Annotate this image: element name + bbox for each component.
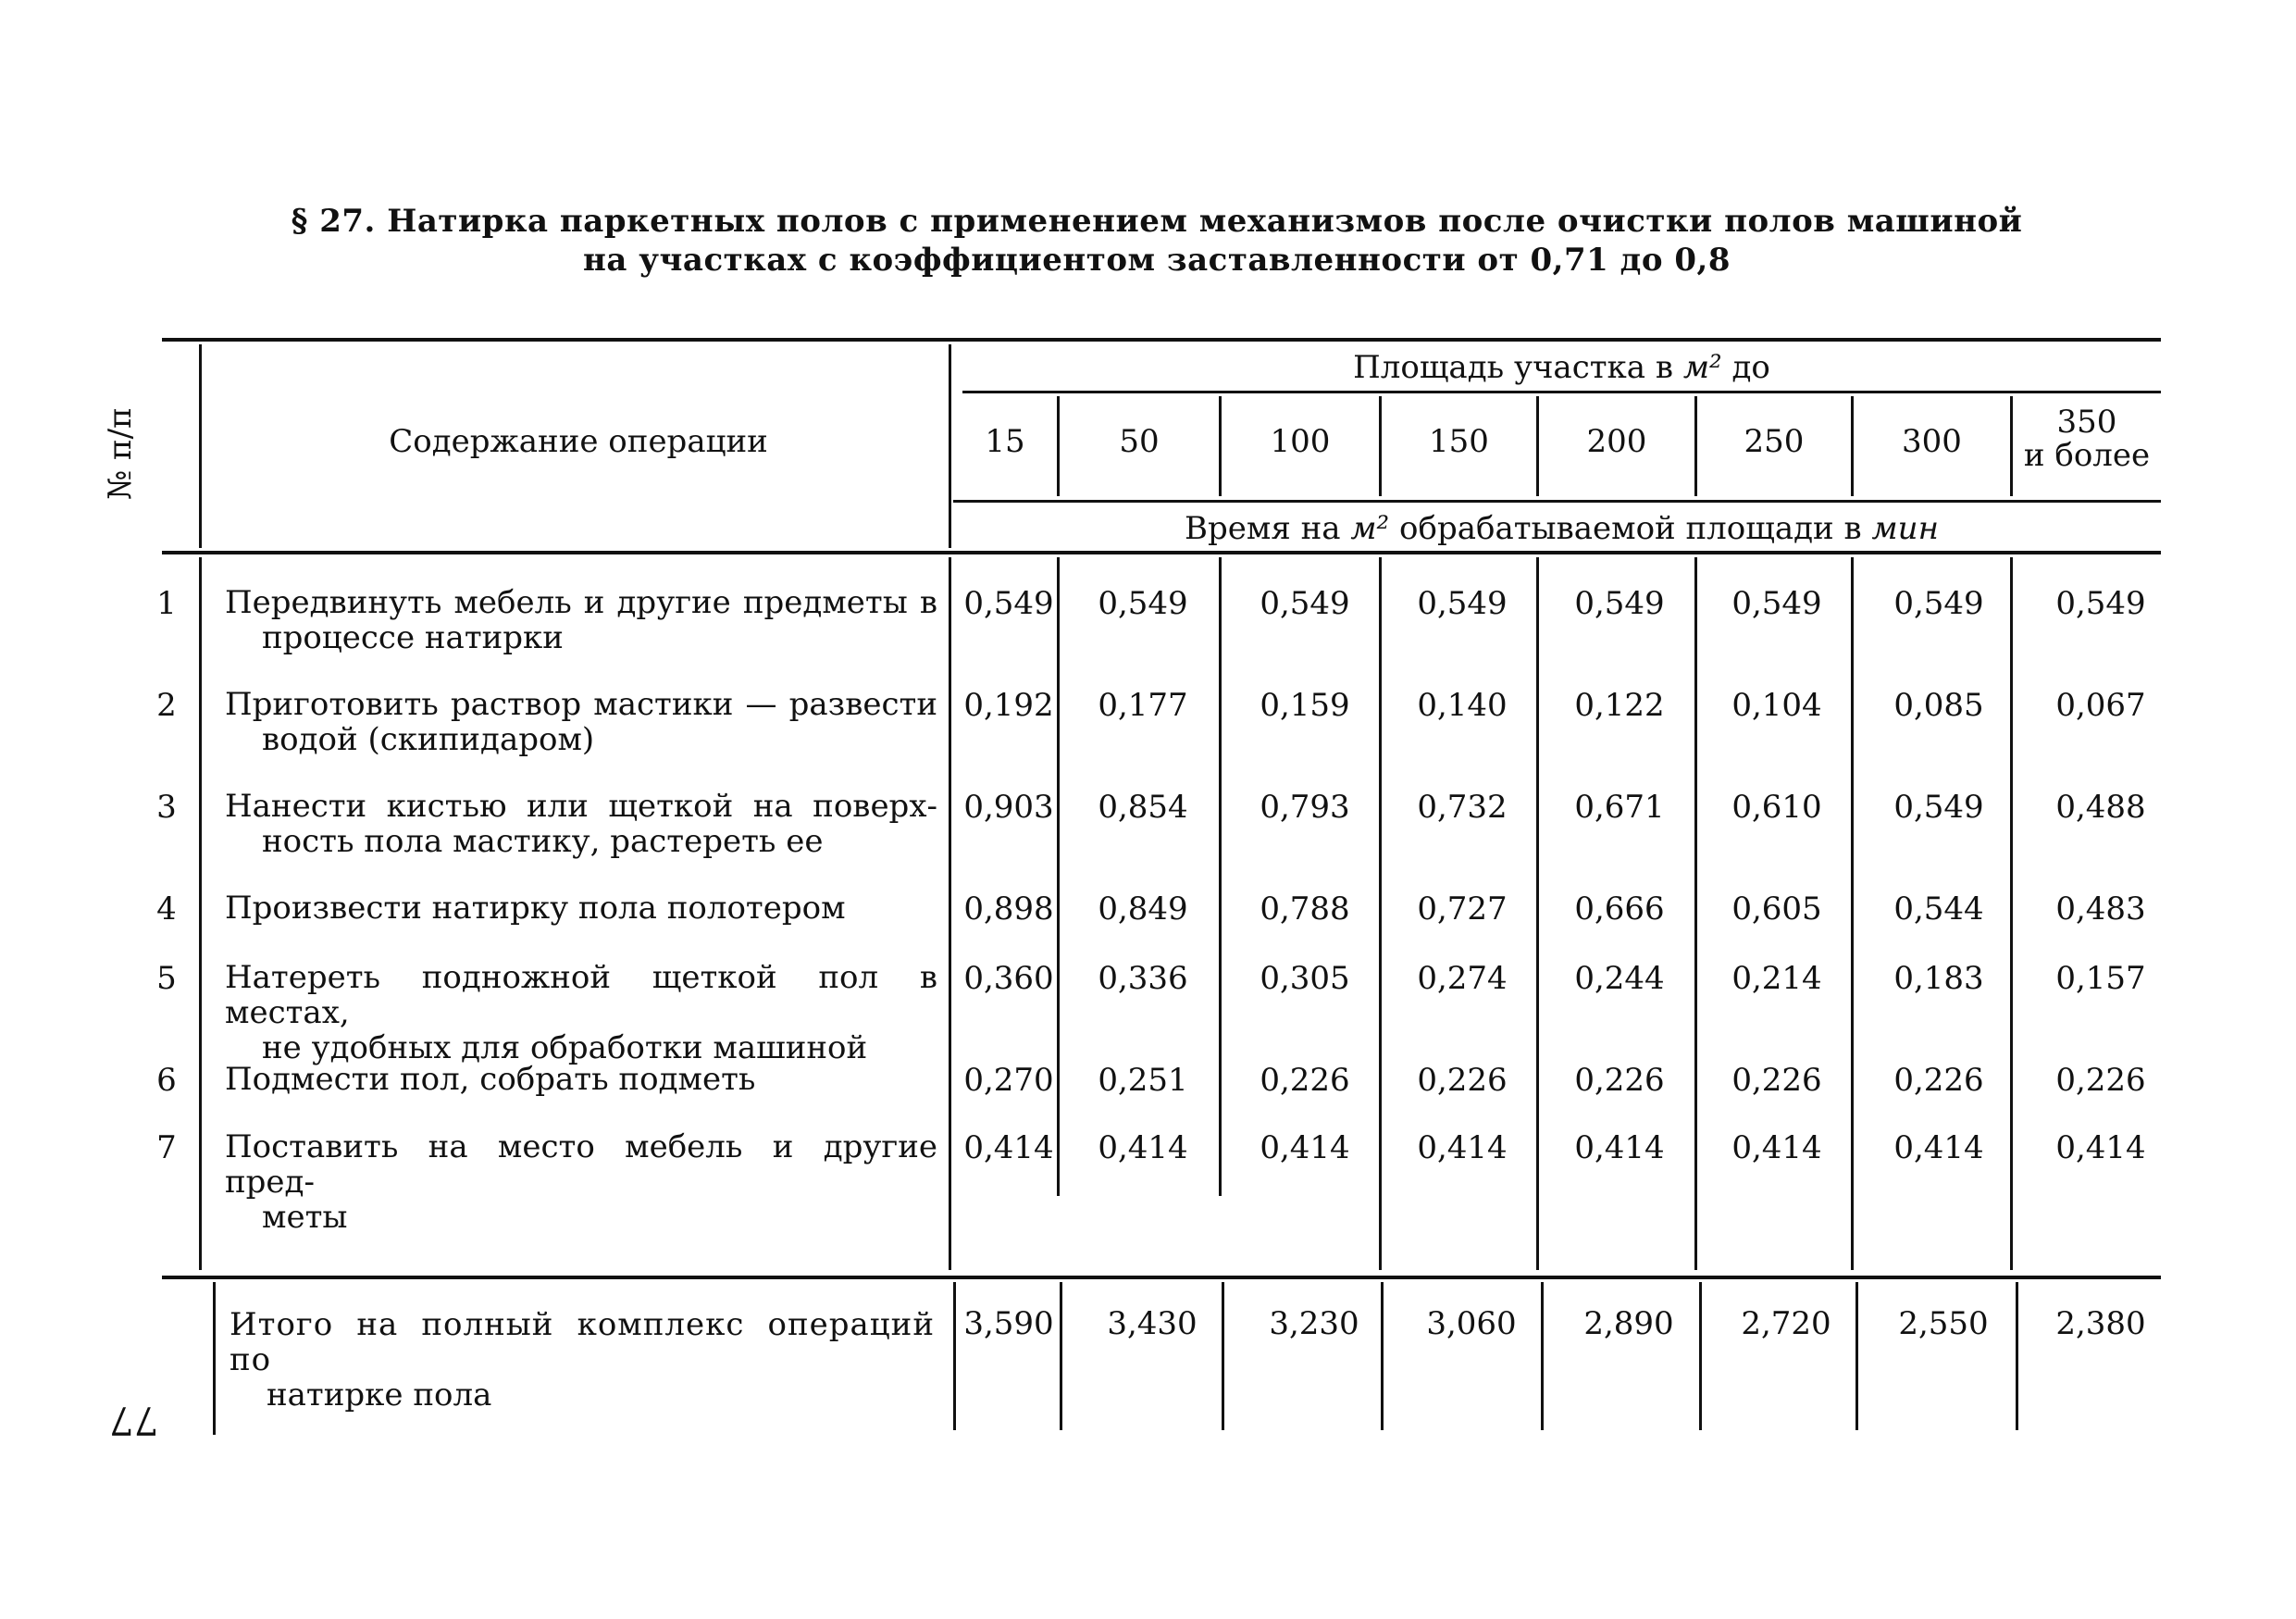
time-value: 0,192 (963, 687, 1054, 724)
row-number: 6 (156, 1062, 177, 1099)
time-value: 0,549 (2055, 585, 2146, 622)
time-value: 0,671 (1574, 789, 1665, 826)
row-number: 4 (156, 890, 177, 928)
time-value: 0,274 (1417, 960, 1508, 997)
time-value: 0,067 (2055, 687, 2146, 724)
operation-line1: Натереть подножной щеткой пол в местах, (225, 959, 937, 1031)
header-time-title (962, 511, 2161, 546)
time-unit: м² (1350, 510, 1390, 547)
time-value: 0,793 (1260, 789, 1350, 826)
body-divider-col (1536, 557, 1539, 1270)
operation-line2: меты (262, 1199, 348, 1236)
time-value: 0,122 (1574, 687, 1665, 724)
time-value: 0,549 (1260, 585, 1350, 622)
body-divider-col (1851, 557, 1854, 1270)
total-divider-col (1855, 1282, 1858, 1430)
time-value: 0,183 (1893, 960, 1984, 997)
body-divider-col (1379, 557, 1382, 1270)
header-area-150: 150 (1429, 423, 1489, 460)
time-value: 0,414 (1260, 1129, 1350, 1166)
operation-line1: Приготовить раствор мастики — развести (225, 686, 937, 723)
time-value: 0,610 (1731, 789, 1822, 826)
time-value: 0,544 (1893, 890, 1984, 928)
header-area-350-line2: и более (2023, 437, 2151, 474)
operation-text (225, 789, 937, 859)
body-divider-col (1694, 557, 1697, 1270)
time-value: 0,414 (1893, 1129, 1984, 1166)
header-area-200: 200 (1586, 423, 1647, 460)
header-col-operation (213, 424, 944, 459)
time-value: 0,226 (1731, 1062, 1822, 1099)
time-value: 0,159 (1260, 687, 1350, 724)
total-divider-col (1541, 1282, 1544, 1430)
page-number: 77 (109, 1398, 159, 1443)
operation-text (225, 687, 937, 757)
time-value: 0,414 (963, 1129, 1054, 1166)
header-area-250: 250 (1744, 423, 1805, 460)
header-area-50: 50 (1119, 423, 1160, 460)
operation-line2: процессе натирки (262, 619, 564, 656)
total-top-rule (162, 1276, 2161, 1279)
time-unit-min: мин (1871, 510, 1939, 547)
time-value: 0,214 (1731, 960, 1822, 997)
row-number: 7 (156, 1129, 177, 1166)
time-value: 0,414 (1731, 1129, 1822, 1166)
time-value: 0,140 (1417, 687, 1508, 724)
time-header-rule (953, 500, 2161, 503)
time-value: 0,244 (1574, 960, 1665, 997)
operation-line1: Поставить на место мебель и другие пред- (225, 1128, 937, 1201)
time-value: 0,157 (2055, 960, 2146, 997)
total-value: 3,430 (1107, 1305, 1198, 1342)
time-middle: обрабатываемой площади в (1399, 510, 1862, 547)
total-divider-col (1699, 1282, 1702, 1430)
time-value: 0,488 (2055, 789, 2146, 826)
body-divider-col (2010, 557, 2013, 1270)
time-value: 0,414 (2055, 1129, 2146, 1166)
time-value: 0,251 (1098, 1062, 1188, 1099)
time-value: 0,898 (963, 890, 1054, 928)
total-divider-num (213, 1282, 216, 1435)
row-number: 5 (156, 960, 177, 997)
body-divider-col (1057, 557, 1060, 1196)
total-divider-col (1222, 1282, 1224, 1430)
header-area-300: 300 (1902, 423, 1962, 460)
time-value: 0,177 (1098, 687, 1188, 724)
operation-line1: Нанести кистью или щеткой на поверх- (225, 788, 937, 825)
time-value: 0,226 (1260, 1062, 1350, 1099)
time-value: 0,414 (1574, 1129, 1665, 1166)
time-value: 0,104 (1731, 687, 1822, 724)
section-title (185, 202, 2128, 280)
header-col-operation-label: Содержание операции (389, 423, 768, 460)
header-area-15: 15 (985, 423, 1025, 460)
row-number: 2 (156, 687, 177, 724)
total-value: 2,720 (1741, 1305, 1831, 1342)
operation-line1: Произвести натирку пола полотером (225, 890, 846, 927)
time-value: 0,605 (1731, 890, 1822, 928)
time-value: 0,305 (1260, 960, 1350, 997)
header-area-100: 100 (1270, 423, 1331, 460)
operation-text (225, 890, 937, 926)
time-value: 0,849 (1098, 890, 1188, 928)
row-number: 3 (156, 789, 177, 826)
operation-line1: Подмести пол, собрать подметь (225, 1061, 756, 1098)
total-label-line2: натирке пола (267, 1376, 492, 1414)
time-value: 0,226 (2055, 1062, 2146, 1099)
title-line-1: § 27. Натирка паркетных полов с применением механизмов после очистки полов машиной (291, 203, 2023, 240)
time-value: 0,854 (1098, 789, 1188, 826)
time-value: 0,483 (2055, 890, 2146, 928)
time-value: 0,270 (963, 1062, 1054, 1099)
header-bottom-rule (162, 551, 2161, 554)
total-divider-op (953, 1282, 956, 1430)
time-value: 0,226 (1893, 1062, 1984, 1099)
time-value: 0,549 (1731, 585, 1822, 622)
total-value: 3,590 (963, 1305, 1054, 1342)
total-value: 2,380 (2055, 1305, 2146, 1342)
time-value: 0,226 (1574, 1062, 1665, 1099)
total-divider-col (1060, 1282, 1062, 1430)
time-value: 0,666 (1574, 890, 1665, 928)
time-value: 0,903 (963, 789, 1054, 826)
operation-line2: водой (скипидаром) (262, 721, 595, 758)
total-divider-col (1381, 1282, 1384, 1430)
time-value: 0,549 (1574, 585, 1665, 622)
time-value: 0,549 (1417, 585, 1508, 622)
total-label (230, 1307, 935, 1413)
time-value: 0,360 (963, 960, 1054, 997)
operation-line1: Передвинуть мебель и другие предметы в (225, 584, 937, 621)
time-value: 0,788 (1260, 890, 1350, 928)
time-value: 0,414 (1417, 1129, 1508, 1166)
table-top-rule (162, 338, 2161, 342)
operation-text (225, 1062, 937, 1097)
body-divider-num (199, 557, 202, 1270)
time-value: 0,549 (1893, 585, 1984, 622)
time-value: 0,732 (1417, 789, 1508, 826)
time-value: 0,549 (1893, 789, 1984, 826)
header-area-350-line1: 350 (2056, 404, 2117, 441)
time-prefix: Время на (1185, 510, 1341, 547)
row-number: 1 (156, 585, 177, 622)
operation-text (225, 960, 937, 1065)
area-header-rule (962, 391, 2161, 393)
operation-text (225, 1129, 937, 1235)
operation-text (225, 585, 937, 655)
time-value: 0,414 (1098, 1129, 1188, 1166)
total-divider-col (2016, 1282, 2018, 1430)
total-value: 3,060 (1426, 1305, 1517, 1342)
body-divider-col (1219, 557, 1222, 1196)
header-col-num: № п/п (102, 407, 139, 500)
time-value: 0,226 (1417, 1062, 1508, 1099)
operation-line2: ность пола мастику, растереть ее (262, 823, 824, 860)
header-area-title (962, 350, 2161, 385)
time-value: 0,085 (1893, 687, 1984, 724)
time-value: 0,549 (1098, 585, 1188, 622)
title-line-2: на участках с коэффициентом заставленности от 0,71 до 0,8 (583, 242, 1731, 279)
time-value: 0,336 (1098, 960, 1188, 997)
header-area-350 (2013, 405, 2161, 472)
time-value: 0,727 (1417, 890, 1508, 928)
time-value: 0,549 (963, 585, 1054, 622)
header-divider-op (949, 344, 951, 548)
area-prefix: Площадь участка в (1353, 349, 1674, 386)
area-unit: м² (1682, 349, 1722, 386)
total-label-line1: Итого на полный комплекс операций по (230, 1306, 935, 1378)
operation-line2: не удобных для обработки машиной (262, 1029, 868, 1066)
area-suffix: до (1731, 349, 1770, 386)
total-value: 2,550 (1898, 1305, 1989, 1342)
total-value: 3,230 (1269, 1305, 1359, 1342)
total-value: 2,890 (1583, 1305, 1674, 1342)
